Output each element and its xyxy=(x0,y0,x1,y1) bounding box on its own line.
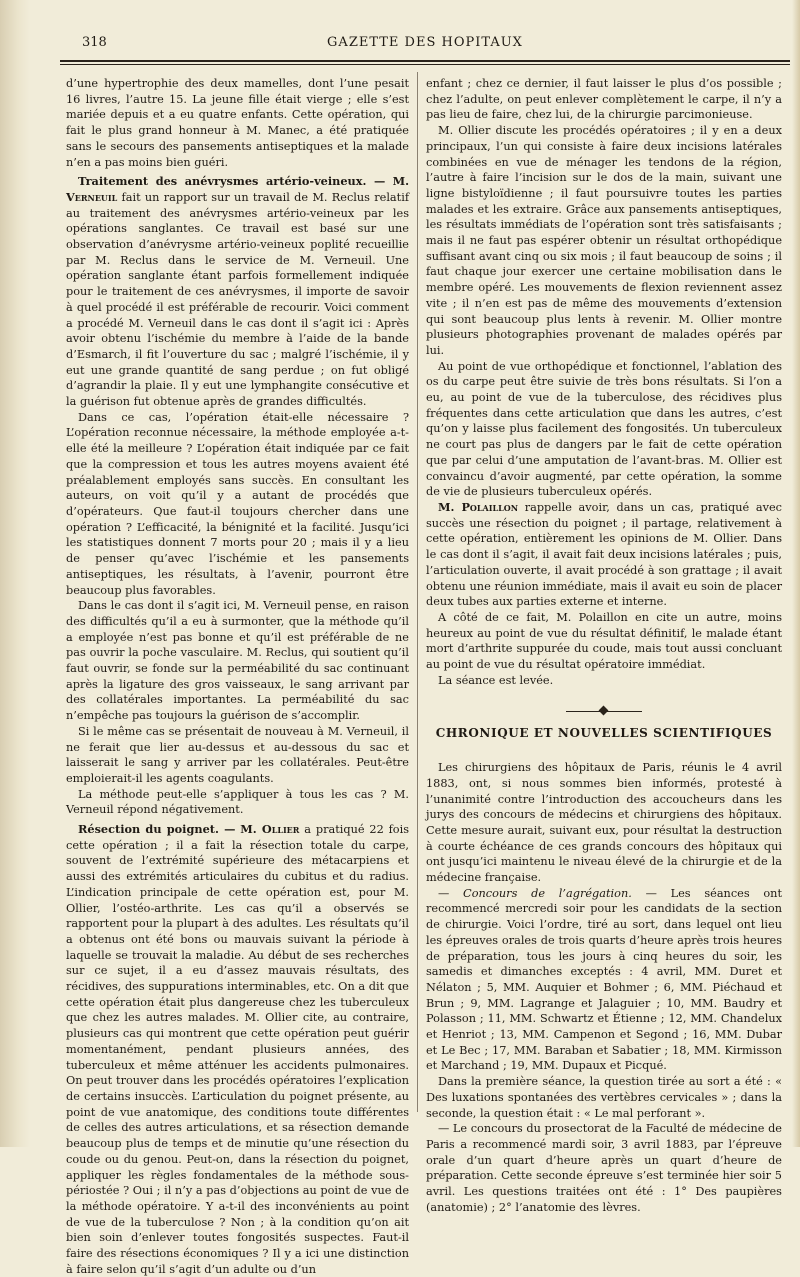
dash: — xyxy=(438,886,464,900)
page-edge-shadow-right xyxy=(792,0,800,1147)
paragraph-body: fait un rapport sur un travail de M. Reclus relatif au traitement des anévrysmes artério-veineux par les opérations sanglantes. Ce travail est basé sur une observation d’anévrysme artério-veineux poplité recueillie par M. Reclus dans le service de M. Verneuil. Une opération sanglante étant parfois formellement indiquée pour le traitement de ces anévrysmes, il importe de savoir à quel procédé il est préférable de recourir. Voici comment a procédé M. Verneuil dans le cas dont il s’agit ici : Après avoir obtenu l’ischémie du membre à l’aide de la bande d’Esmarch, il fit l’ouverture du sac ; malgré l’ischémie, il y eut une grande quantité de sang perdue ; on fut obligé d’agrandir la plaie. Il y eut une lymphangite consécutive et la guérison fut obtenue après de grandes difficultés. xyxy=(66,190,410,409)
paragraph xyxy=(426,886,782,1074)
speaker-name: M. Polaillon xyxy=(438,499,519,514)
paragraph: La séance est levée. xyxy=(438,673,554,687)
header-rule-thin xyxy=(60,64,790,65)
paragraph-body: — Les séances ont recommencé mercredi soir pour les candidats de la section de chirurgie. Voici l’ordre, tiré au sort, dans lequel ont lieu les épreuves orales de trois quarts d’heure après trois heures de préparation, tous les jours à cinq heures du soir, les samedis et dimanches exceptés : 4 avril, MM. Duret et Nélaton ; 5, MM. Auquier et Bohmer ; 6, MM. Piéchaud et Brun ; 9, MM. Lagrange et Jalaguier ; 10, MM. Baudry et Polasson ; 11, MM. Schwartz et Étienne ; 12, MM. Chandelux et Henriot ; 13, MM. Campenon et Segond ; 16, MM. Dubar et Le Bec ; 17, MM. Baraban et Sabatier ; 18, MM. Kirmisson et Marchand ; 19, MM. Dupaux et Picqué. xyxy=(426,886,783,1073)
running-title: GAZETTE DES HOPITAUX xyxy=(327,35,523,50)
speaker-name: M. Verneuil xyxy=(66,174,410,204)
paragraph: Au point de vue orthopédique et fonctionnel, l’ablation des os du carpe peut être suivie de très bons résultats. Si l’on a eu, au point de vue de la tuberculose, des récidives plus fréquentes dans cette articulation que dans les autres, c’est qu’on y laisse plus facilement des fongosités. Un tuberculeux ne court pas plus de dangers par le fait de cette opération que par celui d’une amputation de l’avant-bras. M. Ollier est convaincu d’avoir augmenté, par cette opération, la somme de vie de plusieurs tuberculeux opérés. xyxy=(426,359,782,499)
article-heading: Concours de l’agrégation. xyxy=(463,886,632,900)
speaker-name: M. Ollier xyxy=(240,822,300,837)
column-divider xyxy=(417,72,418,1112)
page-edge-shadow xyxy=(0,0,30,1147)
left-column xyxy=(66,76,409,1277)
paragraph xyxy=(66,174,409,410)
paragraph: Si le même cas se présentait de nouveau à M. Verneuil, il ne ferait que lier au-dessus et au-dessous du sac et laisserait le sang y arriver par les collatérales. Peut-être emploierait-il les agents coagulants. xyxy=(66,724,409,785)
page-number: 318 xyxy=(82,35,107,50)
paragraph-body: a pratiqué 22 fois cette opération ; il a fait la résection totale du carpe, souvent de l’extrémité supérieure des métacarpiens et aussi des extrémités articulaires du cubitus et du radius. L’indication principale de cette opération est, pour M. Ollier, l’ostéo-arthrite. Les cas qu’il a observés se rapportent pour la plupart à des adultes. Les résultats qu’il a obtenus ont été bons ou mauvais suivant la période à laquelle se trouvait la maladie. Au début de ses recherches sur ce sujet, il a eu d’assez mauvais résultats, des récidives, des suppurations interminables, etc. On a dit que cette opération était plus dangereuse chez les tuberculeux que chez les autres malades. M. Ollier cite, au contraire, plusieurs cas qui montrent que cette opération peut guérir momentanément, pendant plusieurs années, des tuberculeux et même atténuer les accidents pulmonaires. On peut trouver dans les procédés opératoires l’explication de certains insuccès. L’articulation du poignet présente, au point de vue anatomique, des conditions toute différentes de celles des autres articulations, et sa résection demande beaucoup plus de temps et de minutie qu’une résection du coude ou du genou. Peut-on, dans la résection du poignet, appliquer les règles fondamentales de la méthode sous-périostée ? Oui ; il n’y a pas d’objections au point de vue de la méthode opératoire. Y a-t-il des inconvénients au point de vue de la tuberculose ? Non ; à la condition qu’on ait bien soin d’enlever toutes fongosités suspectes. Faut-il faire des résections économiques ? Il y a ici une distinction à faire selon qu’il s’agit d’un adulte ou d’un xyxy=(66,823,410,1276)
paragraph: Dans ce cas, l’opération était-elle nécessaire ? L’opération reconnue nécessaire, la méthode employée a-t-elle été la meilleure ? L’opération était indiquée par ce fait que la compression et tous les autres moyens avaient été préalablement employés sans succès. En consultant les auteurs, on voit qu’il y a autant de procédés que d’opérateurs. Que faut-il toujours chercher dans une opération ? L’efficacité, la bénignité et la facilité. Jusqu’ici les statistiques donnent 7 morts pour 20 ; mais il y a lieu de penser qu’avec l’ischémie et les pansements antiseptiques, les résultats, à l’avenir, pourront être beaucoup plus favorables. xyxy=(66,410,409,597)
paragraph: d’une hypertrophie des deux mamelles, dont l’une pesait 16 livres, l’autre 15. La jeune fille était vierge ; elle s’est mariée depuis et a eu quatre enfants. Cette opération, qui fait le plus grand honneur à M. Manec, a été pratiquée sans le secours des pansements antiseptiques et la malade n’en a pas moins bien guéri. xyxy=(66,77,409,169)
paragraph-body: rappelle avoir, dans un cas, pratiqué avec succès une résection du poignet ; il partage, relativement à cette opération, entièrement les opinions de M. Ollier. Dans le cas dont il s’agit, il avait fait deux incisions latérales ; puis, l’articulation ouverte, il avait procédé à son grattage ; il avait obtenu une réunion immédiate, mais il avait eu soin de placer deux tubes aux parties externe et interne. xyxy=(426,500,783,609)
article-heading: Résection du poignet. — xyxy=(78,822,236,837)
paragraph: M. Ollier discute les procédés opératoires ; il y en a deux principaux, l’un qui consiste à faire deux incisions latérales combinées en vue de ménager les tendons de la région, l’autre à faire l’incision sur le dos de la main, suivant une ligne bistyloïdienne ; il faut poursuivre toutes les parties malades et les extraire. Grâce aux pansements antiseptiques, les résultats immédiats de l’opération sont très satisfaisants ; mais il ne faut pas espérer obtenir un résultat orthopédique suffisant avant cinq ou six mois ; il faut beaucoup de soins ; il faut chaque jour exercer une certaine mobilisation dans le membre opéré. Les mouvements de flexion reviennent assez vite ; il n’en est pas de même des mouvements d’extension qui sont beaucoup plus lents à revenir. M. Ollier montre plusieurs photographies provenant de malades opérés par lui. xyxy=(426,124,782,357)
paragraph: La méthode peut-elle s’appliquer à tous les cas ? M. Verneuil répond négativement. xyxy=(66,787,409,817)
paragraph: Dans la première séance, la question tirée au sort a été : « Des luxations spontanées des vertèbres cervicales » ; dans la seconde, la question était : « Le mal perforant ». xyxy=(426,1075,782,1120)
article-heading: Traitement des anévrysmes artério-veineux. — xyxy=(78,174,386,189)
right-column xyxy=(426,76,782,1216)
running-header xyxy=(60,34,790,56)
paragraph xyxy=(426,500,782,610)
paragraph: enfant ; chez ce dernier, il faut laisser le plus d’os possible ; chez l’adulte, on peut enlever complètement le carpe, il n’y a pas lieu de faire, chez lui, de la chirurgie parcimonieuse. xyxy=(426,77,782,122)
paragraph: — Le concours du prosectorat de la Faculté de médecine de Paris a recommencé mardi soir, 3 avril 1883, par l’épreuve orale d’un quart d’heure après un quart d’heure de préparation. Cette seconde épreuve s’est terminée hier soir 5 avril. Les questions traitées ont été : 1° Des paupières (anatomie) ; 2° l’anatomie des lèvres. xyxy=(426,1122,782,1214)
section-title: CHRONIQUE ET NOUVELLES SCIENTIFIQUES xyxy=(435,726,773,741)
paragraph: Dans le cas dont il s’agit ici, M. Verneuil pense, en raison des difficultés qu’il a eu à surmonter, que la méthode qu’il a employée n’est pas bonne et qu’il est préférable de ne pas ouvrir la poche vasculaire. M. Reclus, qui soutient qu’il faut ouvrir, se fonde sur la perméabilité du sac continuant après la ligature des gros vaisseaux, le sang arrivant par des collatérales importantes. La perméabilité du sac n’empêche pas toujours la guérison de s’accomplir. xyxy=(66,599,409,723)
paragraph: Les chirurgiens des hôpitaux de Paris, réunis le 4 avril 1883, ont, si nous sommes bien informés, protesté à l’unanimité contre l’introduction des accoucheurs dans les jurys des concours de médecins et chirurgiens des hôpitaux. Cette mesure aurait, suivant eux, pour résultat la destruction à courte échéance de ces grands concours des hôpitaux qui ont jusqu’ici maintenu le niveau élevé de la chirurgie et de la médecine française. xyxy=(426,761,782,885)
section-ornament xyxy=(426,706,782,716)
header-rule xyxy=(60,60,790,62)
ornament-diamond-icon xyxy=(599,706,609,716)
paragraph: A côté de ce fait, M. Polaillon en cite un autre, moins heureux au point de vue du résultat définitif, le malade étant mort d’arthrite suppurée du coude, mais tout aussi concluant au point de vue du résultat opératoire immédiat. xyxy=(426,610,782,672)
paragraph xyxy=(66,822,409,1277)
